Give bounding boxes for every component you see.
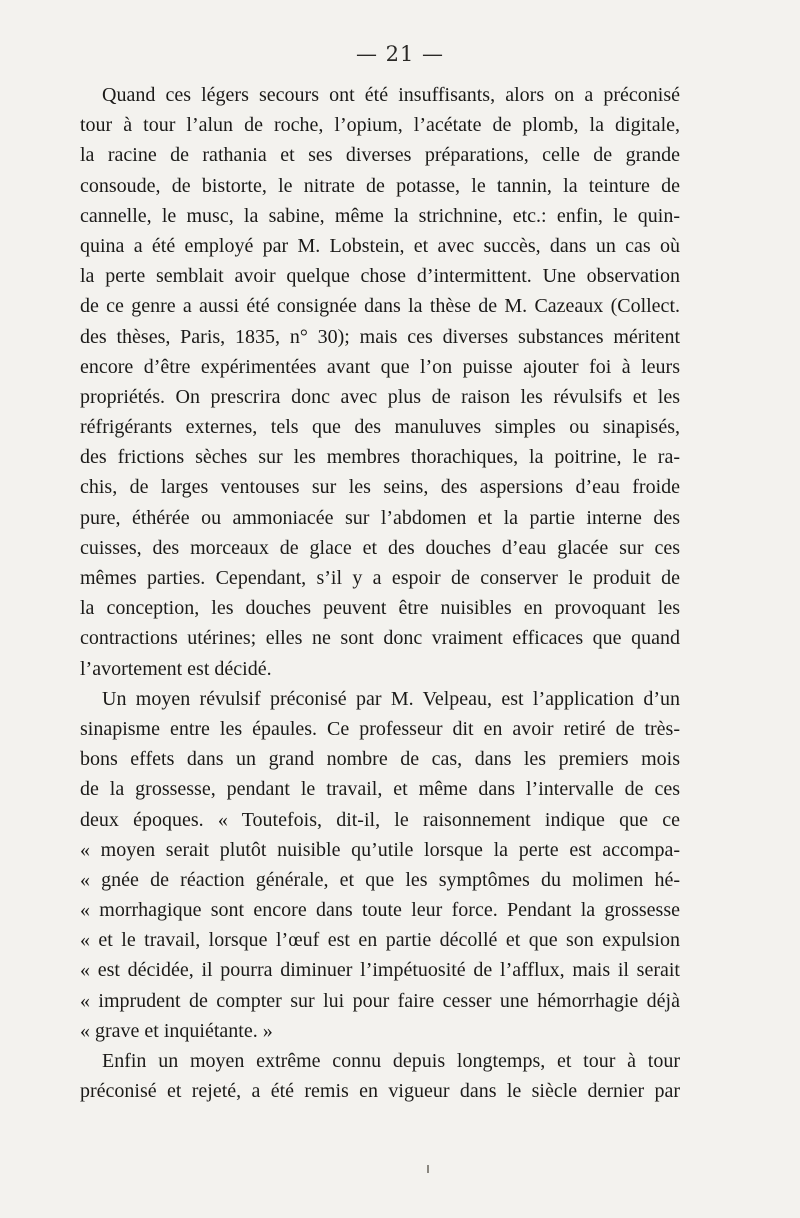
text-line: mêmes parties. Cependant, s’il y a espoir de conserver le produit de (80, 567, 680, 589)
text-line: cannelle, le musc, la sabine, même la strichnine, etc.: enfin, le quin- (80, 204, 680, 227)
text-line: « moyen serait plutôt nuisible qu’utile lorsque la perte est accompa- (80, 838, 680, 861)
text-line: « imprudent de compter sur lui pour faire cesser une hémorrhagie déjà (80, 989, 680, 1012)
text-line: Quand ces légers secours ont été insuffisants, alors on a préconisé (102, 84, 680, 106)
text-line: la perte semblait avoir quelque chose d’intermittent. Une observation (80, 265, 680, 288)
text-line: tour à tour l’alun de roche, l’opium, l’acétate de plomb, la digitale, (80, 114, 680, 137)
text-line: bons effets dans un grand nombre de cas, dans les premiers mois (80, 748, 680, 771)
text-line: deux époques. « Toutefois, dit-il, le raisonnement indique que ce (80, 808, 680, 831)
printing-speck (427, 1165, 429, 1173)
text-line: « morrhagique sont encore dans toute leur force. Pendant la grossesse (80, 899, 680, 922)
text-line: de ce genre a aussi été consignée dans la thèse de M. Cazeaux (Collect. (80, 295, 680, 318)
text-line: cuisses, des morceaux de glace et des douches d’eau glacée sur ces (80, 536, 680, 559)
text-line: l’avortement est décidé. (80, 657, 272, 680)
body-text (80, 80, 680, 1106)
text-line: réfrigérants externes, tels que des manuluves simples ou sinapisés, (80, 416, 680, 439)
page-number: — 21 — (355, 42, 445, 66)
text-line: la racine de rathania et ses diverses préparations, celle de grande (80, 144, 680, 167)
text-line: des thèses, Paris, 1835, n° 30); mais ces diverses substances méritent (80, 325, 680, 348)
text-line: sinapisme entre les épaules. Ce professeur dit en avoir retiré de très- (80, 717, 680, 740)
text-line: chis, de larges ventouses sur les seins, des aspersions d’eau froide (80, 476, 680, 499)
text-line: Enfin un moyen extrême connu depuis longtemps, et tour à tour (102, 1050, 680, 1072)
text-line: contractions utérines; elles ne sont donc vraiment efficaces que quand (80, 627, 680, 650)
text-line: consoude, de bistorte, le nitrate de potasse, le tannin, la teinture de (80, 174, 680, 197)
text-line: préconisé et rejeté, a été remis en vigueur dans le siècle dernier par (80, 1080, 680, 1103)
text-line: des frictions sèches sur les membres thorachiques, la poitrine, le ra- (80, 446, 680, 469)
text-line: propriétés. On prescrira donc avec plus de raison les révulsifs et les (80, 385, 680, 408)
text-line: « gnée de réaction générale, et que les symptômes du molimen hé- (80, 868, 680, 891)
text-line: « grave et inquiétante. » (80, 1019, 273, 1042)
text-line: Un moyen révulsif préconisé par M. Velpeau, est l’application d’un (102, 687, 680, 710)
text-line: « et le travail, lorsque l’œuf est en partie décollé et que son expulsion (80, 929, 680, 952)
text-line: pure, éthérée ou ammoniacée sur l’abdomen et la partie interne des (80, 506, 680, 529)
text-line: quina a été employé par M. Lobstein, et avec succès, dans un cas où (80, 234, 680, 257)
text-line: la conception, les douches peuvent être nuisibles en provoquant les (80, 597, 680, 620)
text-line: de la grossesse, pendant le travail, et même dans l’intervalle de ces (80, 778, 680, 801)
text-line: encore d’être expérimentées avant que l’on puisse ajouter foi à leurs (80, 355, 680, 378)
text-line: « est décidée, il pourra diminuer l’impétuosité de l’afflux, mais il serait (80, 959, 680, 982)
